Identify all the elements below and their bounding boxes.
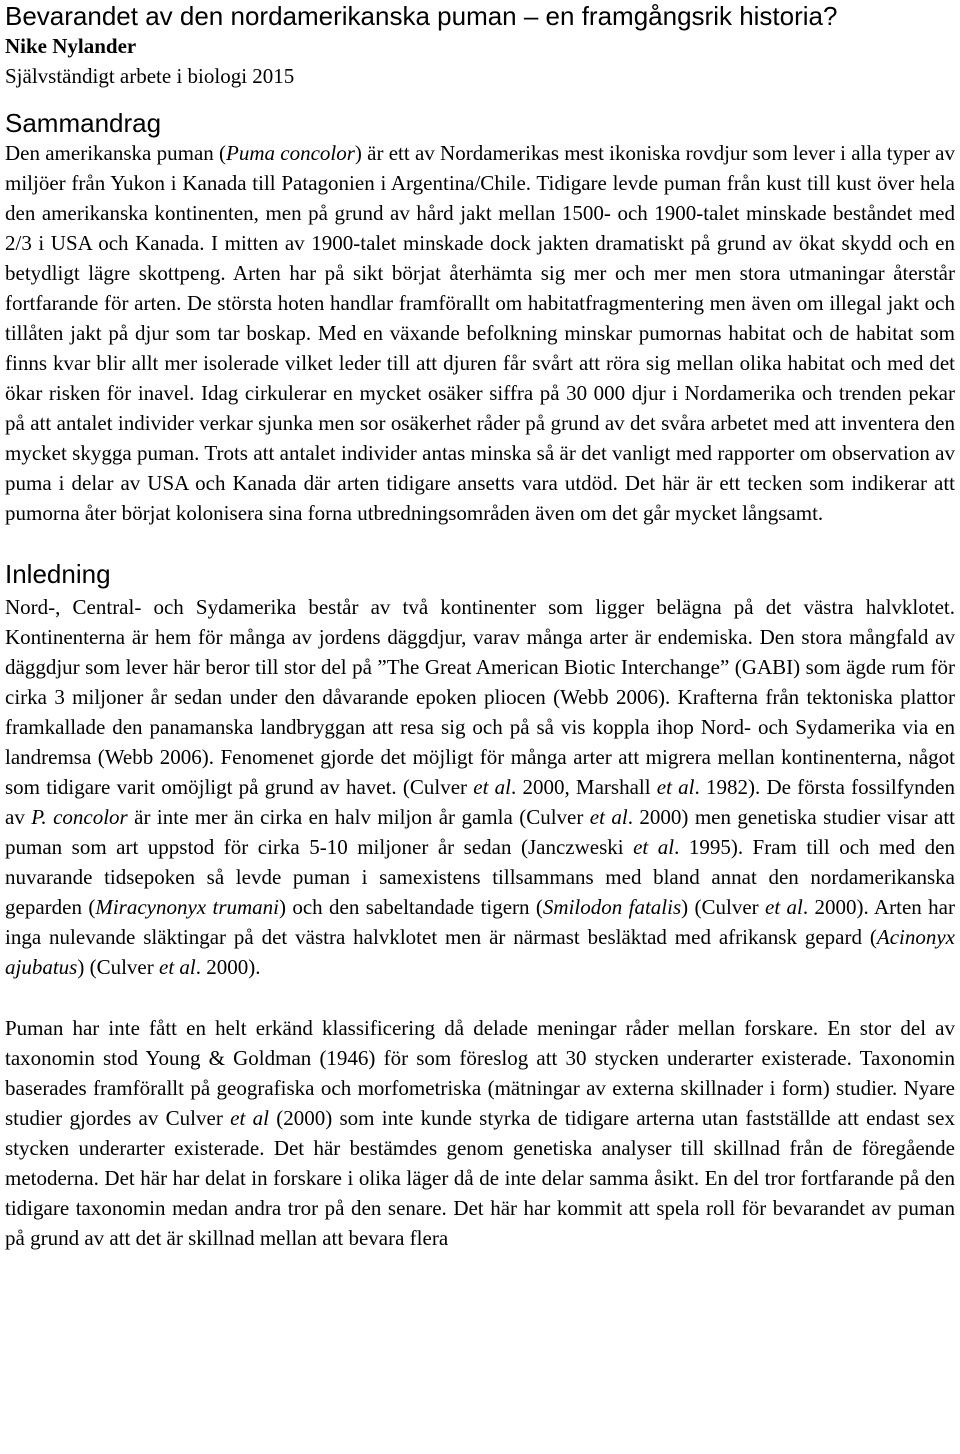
intro-paragraph-2: Puman har inte fått en helt erkänd klassificering då delade meningar råder mellan forskare. En stor del av taxonomin stod Young & Goldman (1946) för som föreslog att 30 stycken underarter existerade. Taxonomin baserades framförallt på geografiska och morfometriska (mätningar av externa skillnader i form) studier. Nyare studier gjordes av Culver et al (2000) som inte kunde styrka de tidigare arterna utan fastställde att endast sex stycken underarter existerade. Det här bestämdes genom genetiska analyser till skillnad från de föregående metoderna. Det här har delat in forskare i olika läger då de inte delar samma åsikt. En del tror fortfarande på den tidigare taxonomin medan andra tror på den senare. Det här har kommit att spela roll för bevarandet av puman på grund av att det är skillnad mellan att bevara flera <box>5 1016 956 1250</box>
italic-text: Miracynonyx trumani <box>95 895 279 919</box>
intro-paragraph-1: Nord-, Central- och Sydamerika består av två kontinenter som ligger belägna på det västra halvklotet. Kontinenterna är hem för många av jordens däggdjur, varav många arter är endemiska. Den stora mångfald av däggdjur som lever här beror till stor del på ”The Great American Biotic Interchange” (GABI) som ägde rum för cirka 3 miljoner år sedan under den dåvarande epoken pliocen (Webb 2006). Krafterna från tektoniska plattor framkallade den panamanska landbryggan att resa sig och på så vis koppla ihop Nord- och Sydamerika via en landremsa (Webb 2006). Fenomenet gjorde det möjligt för många arter att migrera mellan kontinenterna, något som tidigare varit omöjligt på grund av havet. (Culver et al. 2000, Marshall et al. 1982). De första fossilfynden av P. concolor är inte mer än cirka en halv miljon år gamla (Culver et al. 2000) men genetiska studier visar att puman som art uppstod för cirka 5-10 miljoner år sedan (Janczweski et al. 1995). Fram till och med den nuvarande tidsepoken så levde puman i samexistens tillsammans med bland annat den nordamerikanska geparden (Miracynonyx trumani) och den sabeltandade tigern (Smilodon fatalis) (Culver et al. 2000). Arten har inga nulevande släktingar på det västra halvklotet men är närmast besläktad med afrikansk gepard (Acinonyx ajubatus) (Culver et al. 2000). <box>5 595 955 979</box>
section-heading-inledning: Inledning <box>5 559 111 589</box>
italic-text: et al <box>473 775 511 799</box>
italic-text: Smilodon fatalis <box>542 895 682 919</box>
italic-text: et al <box>633 835 675 859</box>
italic-text: Puma concolor <box>226 141 355 165</box>
italic-text: et al <box>159 955 196 979</box>
document-page <box>5 0 955 1253</box>
document-title: Bevarandet av den nordamerikanska puman – en framgångsrik historia? <box>5 1 838 31</box>
abstract-paragraph: Den amerikanska puman (Puma concolor) är ett av Nordamerikas mest ikoniska rovdjur som lever i alla typer av miljöer från Yukon i Kanada till Patagonien i Argentina/Chile. Tidigare levde puman från kust till kust över hela den amerikanska kontinenten, men på grund av hård jakt mellan 1500- och 1900-talet minskade beståndet med 2/3 i USA och Kanada. I mitten av 1900-talet minskade dock jakten dramatiskt på grund av ökat skydd och en betydligt lägre skottpeng. Arten har på sikt börjat återhämta sig mer och mer men stora utmaningar återstår fortfarande för arten. De största hoten handlar framförallt om habitatfragmentering men även om illegal jakt och tillåten jakt på djur som tar boskap. Med en växande befolkning minskar pumornas habitat och de habitat som finns kvar blir allt mer isolerade vilket leder till att djuren får svårt att röra sig mellan olika habitat och med det ökar risken för inavel. Idag cirkulerar en mycket osäker siffra på 30 000 djur i Nordamerika och trenden pekar på att antalet individer verkar sjunka men sor osäkerhet råder på grund av det svåra arbetet med att inventera den mycket skygga puman. Trots att antalet individer antas minska så är det vanligt med rapporter om observation av puma i delar av USA och Kanada där arten tidigare ansetts vara utdöd. Det här är ett tecken som indikerar att pumorna åter börjat kolonisera sina forna utbredningsområden även om det går mycket långsamt. <box>5 141 955 525</box>
italic-text: Acinonyx ajubatus <box>5 925 955 979</box>
italic-text: et al <box>230 1106 269 1130</box>
document-subtitle: Självständigt arbete i biologi 2015 <box>5 64 295 88</box>
italic-text: et al <box>589 805 628 829</box>
italic-text: et al <box>765 895 803 919</box>
italic-text: P. concolor <box>31 805 128 829</box>
italic-text: et al <box>656 775 695 799</box>
section-heading-sammandrag: Sammandrag <box>5 108 162 138</box>
author-name: Nike Nylander <box>5 34 137 58</box>
